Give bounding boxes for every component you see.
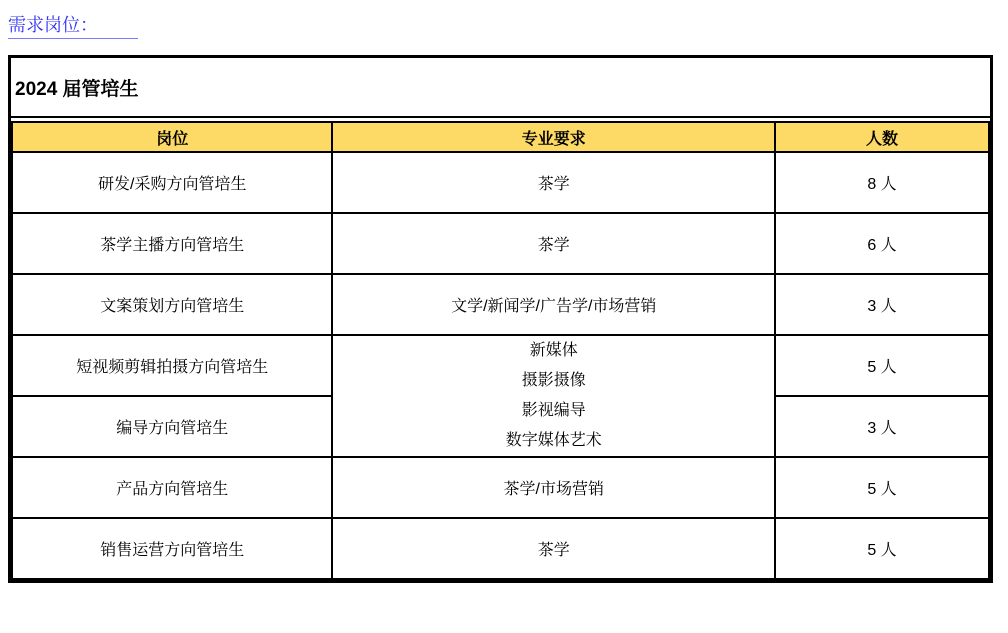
major-cell: 茶学 (332, 518, 775, 579)
position-cell: 销售运营方向管培生 (12, 518, 332, 579)
column-header-position: 岗位 (12, 122, 332, 152)
table-row (12, 274, 989, 335)
positions-table (11, 121, 990, 580)
position-cell: 茶学主播方向管培生 (12, 213, 332, 274)
header-row (12, 122, 989, 152)
table-row (12, 457, 989, 518)
major-line: 影视编导 (521, 402, 586, 419)
major-line: 数字媒体艺术 (505, 432, 602, 449)
major-cell: 茶学 (332, 152, 775, 213)
count-cell: 3 人 (775, 274, 989, 335)
major-cell: 茶学/市场营销 (332, 457, 775, 518)
position-cell: 文案策划方向管培生 (12, 274, 332, 335)
table-title: 2024 届管培生 (11, 58, 990, 118)
count-cell: 5 人 (775, 457, 989, 518)
major-cell: 茶学 (332, 213, 775, 274)
recruitment-table (8, 55, 993, 583)
count-cell: 5 人 (775, 518, 989, 579)
position-cell: 产品方向管培生 (12, 457, 332, 518)
major-cell-merged (332, 335, 775, 457)
page-heading: 需求岗位： (8, 12, 138, 39)
table-row (12, 213, 989, 274)
column-header-major: 专业要求 (332, 122, 775, 152)
major-line: 摄影摄像 (521, 372, 586, 389)
count-cell: 8 人 (775, 152, 989, 213)
major-cell: 文学/新闻学/广告学/市场营销 (332, 274, 775, 335)
position-cell: 短视频剪辑拍摄方向管培生 (12, 335, 332, 396)
major-line: 新媒体 (529, 342, 578, 359)
count-cell: 5 人 (775, 335, 989, 396)
count-cell: 6 人 (775, 213, 989, 274)
table-row (12, 518, 989, 579)
position-cell: 研发/采购方向管培生 (12, 152, 332, 213)
count-cell: 3 人 (775, 396, 989, 457)
position-cell: 编导方向管培生 (12, 396, 332, 457)
column-header-count: 人数 (775, 122, 989, 152)
table-row (12, 335, 989, 396)
table-row (12, 152, 989, 213)
